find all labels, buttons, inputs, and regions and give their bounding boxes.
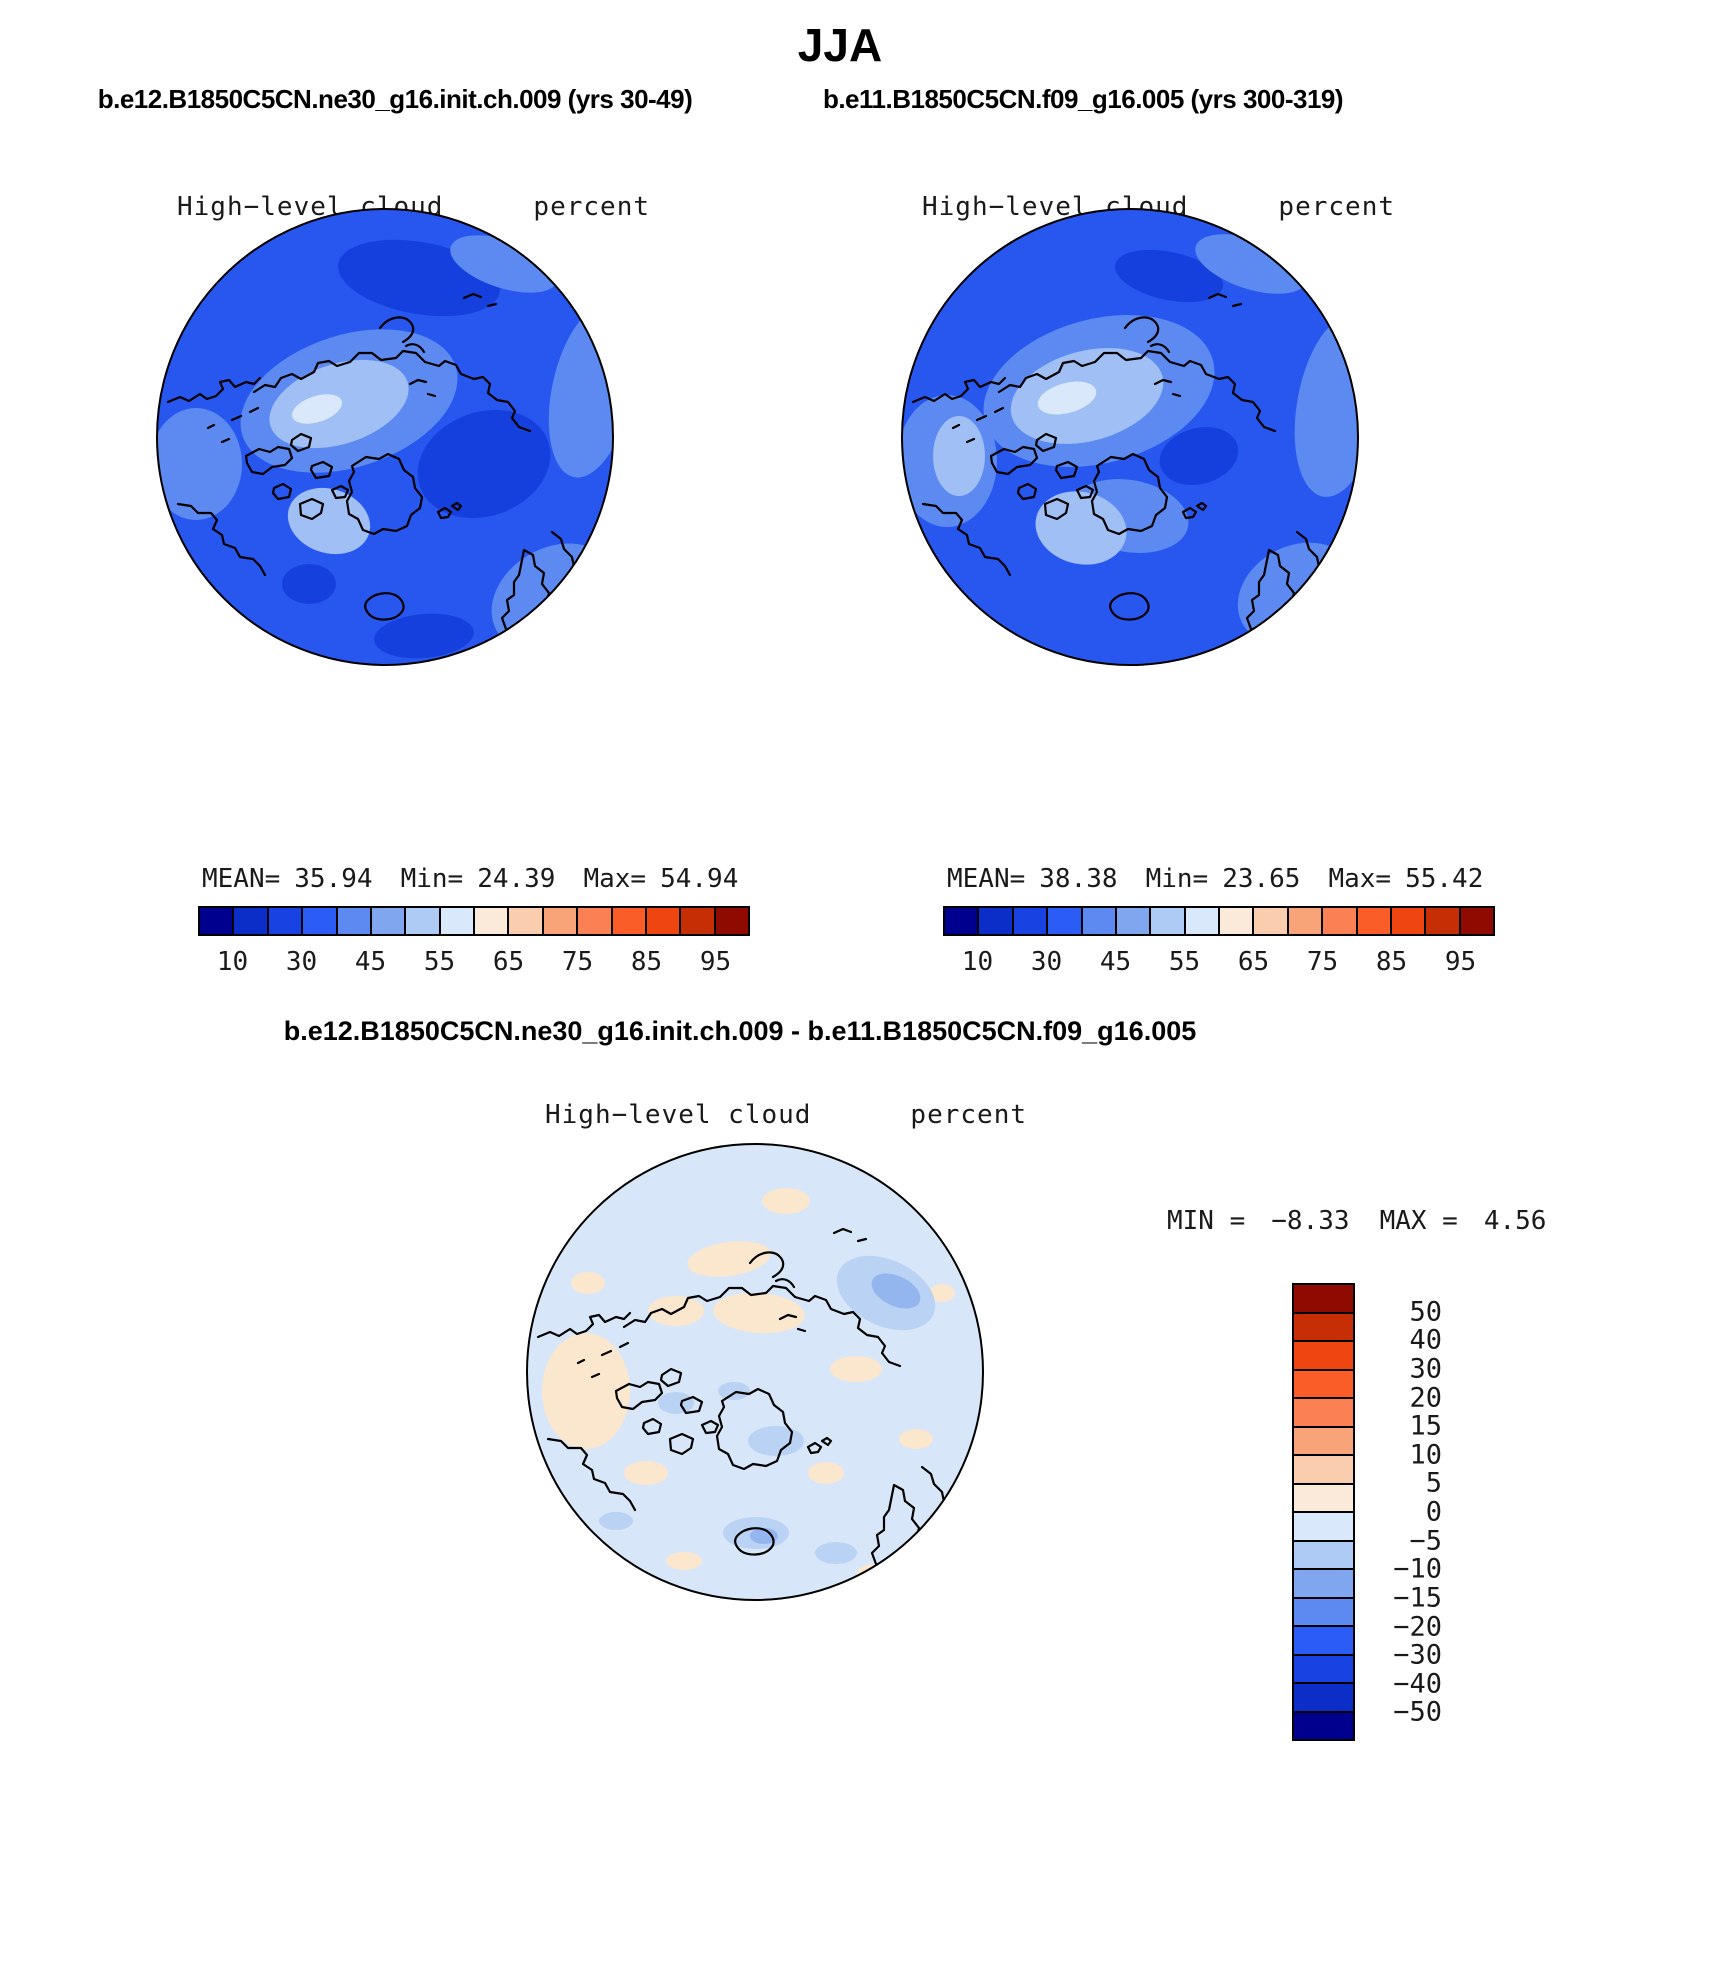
colorbar-tick-label: 30: [1409, 1353, 1442, 1385]
contour-patch: [830, 1356, 882, 1382]
contour-patch: [899, 1429, 933, 1449]
colorbar-cell: [338, 908, 372, 934]
colorbar-cell: [1358, 908, 1392, 934]
colorbar-tick-label: −30: [1393, 1639, 1442, 1671]
colorbar-cell: [1186, 908, 1220, 934]
colorbar-cell: [578, 908, 612, 934]
colorbar-cell: [647, 908, 681, 934]
right-units-label: percent: [1278, 192, 1395, 222]
colorbar-cell: [1294, 1485, 1353, 1514]
colorbar-cell: [200, 908, 234, 934]
colorbar-diff-ticks: [1362, 1283, 1442, 1741]
colorbar-cell: [406, 908, 440, 934]
colorbar-left: [198, 906, 750, 936]
min-label: Min=: [1145, 864, 1209, 894]
colorbar-cell: [1083, 908, 1117, 934]
colorbar-tick-label: 85: [630, 947, 663, 977]
season-title: JJA: [797, 19, 883, 71]
colorbar-cell: [716, 908, 748, 934]
diff-min-label: MIN =: [1167, 1206, 1246, 1236]
colorbar-tick-label: 95: [1444, 947, 1477, 977]
colorbar-tick-label: 30: [1030, 947, 1063, 977]
diff-field-label: High−level cloud: [545, 1100, 812, 1130]
colorbar-right: [943, 906, 1495, 936]
contour-patch: [571, 1272, 605, 1294]
colorbar-tick-label: 65: [492, 947, 525, 977]
contour-patch: [762, 1188, 810, 1214]
min-value: 23.65: [1222, 864, 1301, 894]
colorbar-cell: [1220, 908, 1254, 934]
colorbar-diff: [1292, 1283, 1355, 1741]
colorbar-cell: [1294, 1513, 1353, 1542]
diff-min-value: −8.33: [1271, 1206, 1350, 1236]
left-field-label: High−level cloud: [177, 192, 444, 222]
colorbar-tick-label: 20: [1409, 1382, 1442, 1413]
colorbar-cell: [1294, 1456, 1353, 1485]
case2-subtitle: b.e11.B1850C5CN.f09_g16.005 (yrs 300-319): [822, 84, 1344, 114]
colorbar-cell: [544, 908, 578, 934]
colorbar-cell: [1048, 908, 1082, 934]
colorbar-left-ticks: [198, 941, 750, 977]
right-stats-row: [947, 864, 1483, 894]
map-case2: [899, 206, 1361, 668]
colorbar-tick-label: 45: [1099, 947, 1132, 977]
diff-panel-label-row: [545, 1100, 1027, 1130]
contour-patch: [815, 1542, 857, 1564]
colorbar-tick-label: −50: [1393, 1696, 1442, 1728]
min-value: 24.39: [477, 864, 556, 894]
left-units-label: percent: [533, 192, 650, 222]
colorbar-tick-label: 40: [1409, 1324, 1442, 1356]
contour-patch: [658, 1392, 694, 1414]
colorbar-cell: [1294, 1371, 1353, 1400]
left-stats-row: [202, 864, 738, 894]
colorbar-cell: [1294, 1285, 1353, 1314]
colorbar-cell: [269, 908, 303, 934]
diff-units-label: percent: [910, 1100, 1027, 1130]
contour-patch: [718, 1382, 750, 1400]
colorbar-cell: [1014, 908, 1048, 934]
contour-patch: [933, 416, 985, 496]
mean-label: MEAN=: [202, 864, 281, 894]
colorbar-tick-label: 10: [216, 947, 249, 977]
colorbar-cell: [613, 908, 647, 934]
colorbar-cell: [1461, 908, 1493, 934]
colorbar-tick-label: 75: [1306, 947, 1339, 977]
colorbar-cell: [945, 908, 979, 934]
colorbar-cell: [372, 908, 406, 934]
colorbar-tick-label: 55: [1168, 947, 1201, 977]
contour-patch: [624, 1461, 668, 1485]
colorbar-cell: [979, 908, 1013, 934]
colorbar-cell: [681, 908, 715, 934]
colorbar-tick-label: 95: [699, 947, 732, 977]
max-label: Max=: [583, 864, 647, 894]
contour-patch: [666, 1552, 702, 1570]
colorbar-cell: [1294, 1599, 1353, 1628]
diff-max-value: 4.56: [1483, 1206, 1547, 1236]
colorbar-tick-label: 50: [1409, 1296, 1442, 1328]
colorbar-tick-label: 10: [1409, 1439, 1442, 1471]
case1-subtitle: b.e12.B1850C5CN.ne30_g16.init.ch.009 (yrs 30-49): [97, 84, 693, 114]
diff-max-label: MAX =: [1379, 1206, 1458, 1236]
colorbar-cell: [1294, 1656, 1353, 1685]
right-field-label: High−level cloud: [922, 192, 1189, 222]
colorbar-tick-label: 5: [1425, 1467, 1442, 1499]
colorbar-tick-label: 15: [1409, 1410, 1442, 1442]
colorbar-tick-label: 85: [1375, 947, 1408, 977]
colorbar-tick-label: 55: [423, 947, 456, 977]
colorbar-tick-label: −5: [1409, 1525, 1442, 1557]
colorbar-right-ticks: [943, 941, 1495, 977]
contour-patch: [808, 1462, 844, 1484]
diff-subtitle: b.e12.B1850C5CN.ne30_g16.init.ch.009 - b.e11.B1850C5CN.f09_g16.005: [283, 1016, 1197, 1046]
colorbar-cell: [303, 908, 337, 934]
contour-patch: [748, 1426, 804, 1456]
colorbar-cell: [1151, 908, 1185, 934]
max-value: 54.94: [660, 864, 739, 894]
colorbar-cell: [1294, 1713, 1353, 1740]
contour-patch: [599, 1512, 633, 1530]
mean-value: 38.38: [1039, 864, 1118, 894]
colorbar-tick-label: −40: [1393, 1668, 1442, 1700]
colorbar-cell: [1294, 1627, 1353, 1656]
contour-patch: [282, 564, 336, 604]
colorbar-cell: [1294, 1342, 1353, 1371]
colorbar-tick-label: 75: [561, 947, 594, 977]
map-difference: [524, 1141, 986, 1603]
colorbar-tick-label: 30: [285, 947, 318, 977]
colorbar-cell: [475, 908, 509, 934]
colorbar-cell: [1289, 908, 1323, 934]
colorbar-cell: [1392, 908, 1426, 934]
colorbar-cell: [1294, 1570, 1353, 1599]
colorbar-tick-label: 10: [961, 947, 994, 977]
colorbar-cell: [1117, 908, 1151, 934]
mean-label: MEAN=: [947, 864, 1026, 894]
colorbar-cell: [234, 908, 268, 934]
colorbar-cell: [1254, 908, 1288, 934]
max-value: 55.42: [1405, 864, 1484, 894]
min-label: Min=: [400, 864, 464, 894]
colorbar-cell: [441, 908, 475, 934]
colorbar-tick-label: −20: [1393, 1611, 1442, 1642]
diff-minmax-row: [1167, 1206, 1576, 1236]
colorbar-tick-label: −15: [1393, 1582, 1442, 1614]
colorbar-tick-label: 65: [1237, 947, 1270, 977]
colorbar-cell: [509, 908, 543, 934]
colorbar-cell: [1294, 1314, 1353, 1343]
colorbar-tick-label: −10: [1393, 1553, 1442, 1585]
colorbar-cell: [1294, 1428, 1353, 1457]
colorbar-tick-label: 45: [354, 947, 387, 977]
map-case1: [154, 206, 616, 668]
colorbar-cell: [1294, 1399, 1353, 1428]
colorbar-tick-label: 0: [1425, 1496, 1442, 1528]
colorbar-cell: [1294, 1684, 1353, 1713]
colorbar-cell: [1294, 1542, 1353, 1571]
colorbar-cell: [1323, 908, 1357, 934]
colorbar-cell: [1426, 908, 1460, 934]
max-label: Max=: [1328, 864, 1392, 894]
mean-value: 35.94: [294, 864, 373, 894]
